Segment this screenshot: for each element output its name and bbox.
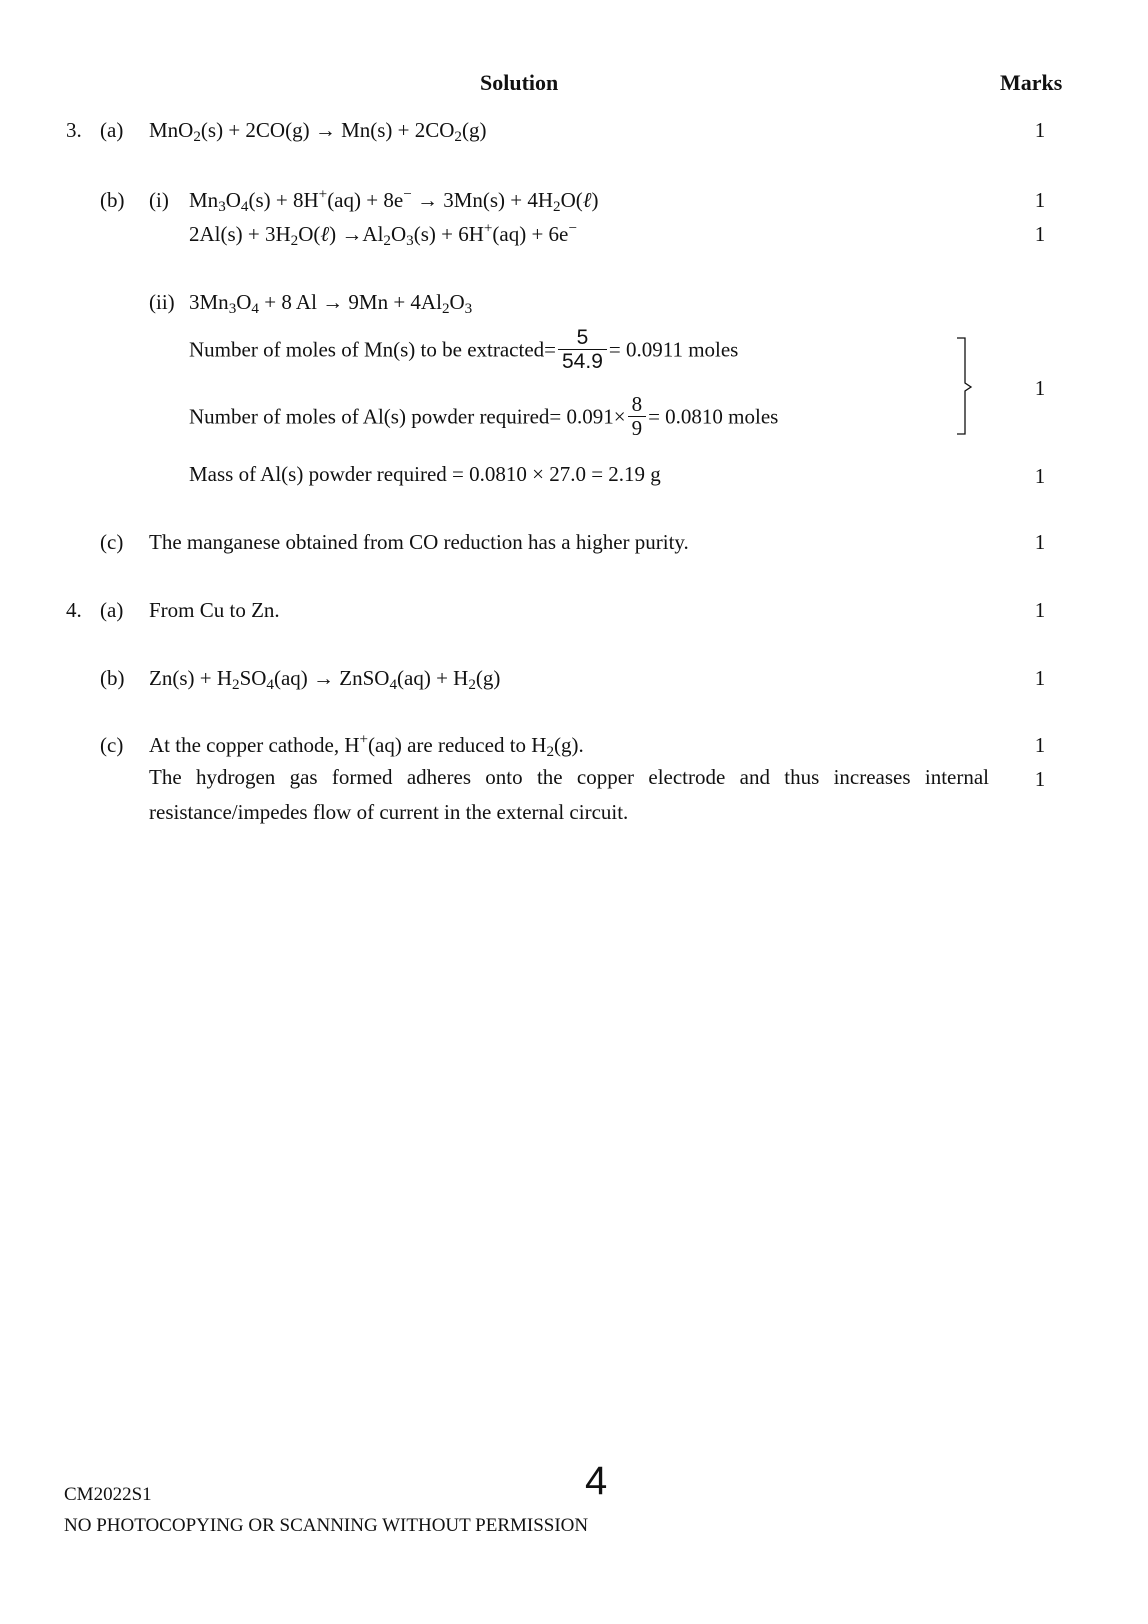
q3bii-mass-al: Mass of Al(s) powder required = 0.0810 × 27.0 = 2.19 g — [189, 462, 661, 486]
footer-notice: NO PHOTOCOPYING OR SCANNING WITHOUT PERMISSION — [64, 1515, 589, 1536]
q3c-text: The manganese obtained from CO reduction has a higher purity. — [149, 530, 689, 554]
q4a-text: From Cu to Zn. — [149, 598, 280, 622]
moles-al-result: = 0.0810 moles — [648, 404, 779, 429]
q4a-label: (a) — [100, 598, 124, 622]
q3bii-equation: $3Mn_3O_4 + 8$ $Al \to 9Mn + 4Al_2O_3$ — [189, 290, 473, 317]
q4c-paragraph: The hydrogen gas formed adheres onto the copper electrode and thus increases internal resistance/impedes flow of current in the external circuit. — [149, 765, 989, 824]
q3bii-moles-mn-line: Number of moles of Mn(s) to be extracted= $\frac{5}{54.9}$ = 0.0911 moles — [189, 326, 739, 373]
q3bi-half-equation-2: $2Al(s) + 3H_2O(\ell) \to Al_2O_3(s) + 6H^+(aq) + 6e^-$ — [189, 220, 577, 249]
footer-code: CM2022S1 — [64, 1484, 152, 1505]
q4b-equation: $Zn(s) + H_2SO_4(aq)$ → ZnSO$_4$(aq) + $H_2(g)$ — [149, 666, 501, 693]
q3c-mark: 1 — [1034, 530, 1046, 554]
moles-mn-result: = 0.0911 moles — [608, 337, 739, 362]
page-number: 4 — [585, 1459, 608, 1503]
q4c-line-1: At the copper cathode, H+(aq) are reduced to $H_2(g)$. — [149, 731, 584, 760]
moles-al-prefix: = 0.091× — [549, 404, 626, 429]
q3bi-mark-2: 1 — [1034, 222, 1046, 246]
q3bii-brace-mark: 1 — [1034, 376, 1046, 400]
q3bi-mark-1: 1 — [1034, 188, 1046, 212]
q4c-mark-2: 1 — [1034, 767, 1046, 791]
q4c-label: (c) — [100, 733, 124, 757]
q4b-label: (b) — [100, 666, 125, 690]
q3bii-label: (ii) — [149, 290, 175, 314]
moles-mn-fraction: $\frac{5}{54.9}$ — [558, 326, 607, 373]
q3bii-moles-al-line — [189, 392, 779, 442]
q3bii-mass-mark: 1 — [1034, 464, 1046, 488]
q3a-label: (a) — [100, 118, 124, 142]
solution-heading: Solution — [480, 70, 559, 95]
question-3-number: 3. — [66, 118, 82, 142]
q3c-label: (c) — [100, 530, 124, 554]
right-brace-icon — [955, 336, 979, 438]
q4c-mark-1: 1 — [1034, 733, 1046, 757]
q4a-mark: 1 — [1034, 598, 1046, 622]
question-4-number: 4. — [66, 598, 82, 622]
moles-mn-label: Number of moles of Mn(s) to be extracted — [189, 337, 545, 362]
q3a-equation: $MnO_2(s) + 2CO(g) \to Mn(s) + 2CO_2(g)$ — [149, 118, 487, 145]
moles-al-label: Number of moles of Al(s) powder required — [189, 404, 550, 429]
q3b-label: (b) — [100, 188, 125, 212]
marks-heading: Marks — [1000, 70, 1063, 95]
q4b-mark: 1 — [1034, 666, 1046, 690]
moles-al-fraction: $\frac{8}{9}$ — [628, 393, 647, 440]
q3bi-label: (i) — [149, 188, 169, 212]
q3bi-half-equation-1: $Mn_3O_4(s) + 8H^+(aq) + 8e^- \to 3Mn(s)$ + $4H_2O(\ell)$ — [189, 186, 599, 215]
q3a-mark: 1 — [1034, 118, 1046, 142]
